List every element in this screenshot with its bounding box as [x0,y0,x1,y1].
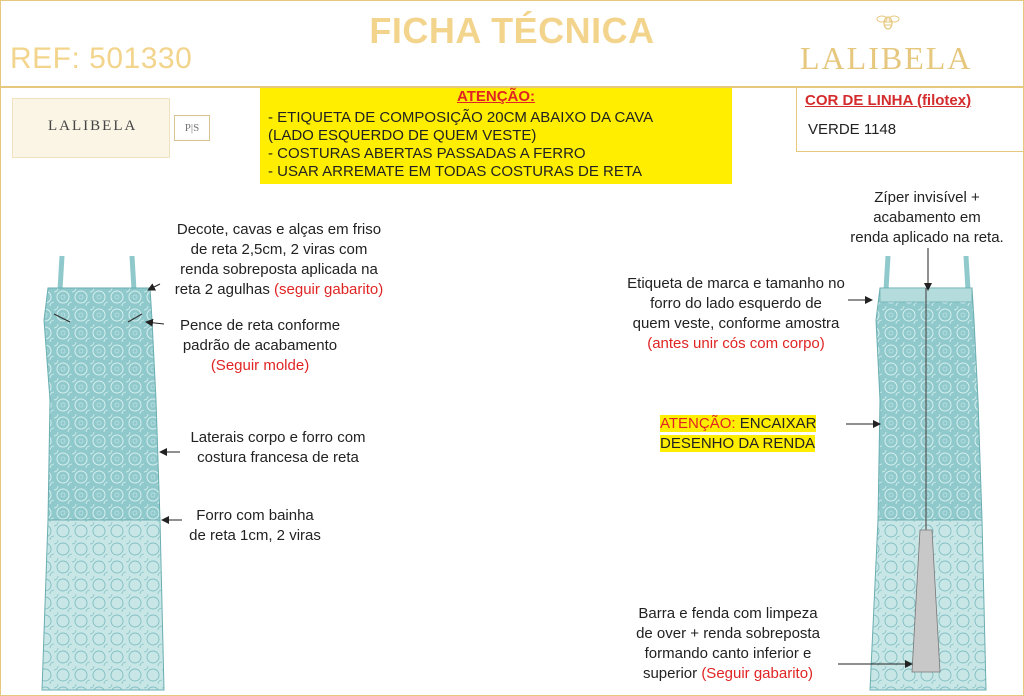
front-dress-drawing [42,256,164,690]
thread-color-label: COR DE LINHA (filotex) [805,92,972,109]
note-line: Forro com bainha [196,507,314,524]
attention-line: - COSTURAS ABERTAS PASSADAS A FERRO [268,145,586,162]
note-text: DESENHO DA RENDA [660,435,816,452]
note-lining [170,506,340,546]
label-logo-brand: LALIBELA [48,118,138,134]
note-zipper [830,188,1024,248]
label-size-tag: P|S [174,115,210,141]
note-line: renda aplicado na reta. [850,229,1004,246]
note-text: superior [642,665,702,682]
note-warning: (Seguir gabarito) [701,665,814,682]
note-line: Decote, cavas e alças em friso [176,221,382,238]
note-label [604,274,868,354]
note-line [660,434,816,454]
note-line: Laterais corpo e forro com [190,429,366,446]
note-line: Zíper invisível + [874,189,980,206]
note-warning: (Seguir molde) [210,357,310,374]
note-line: quem veste, conforme amostra [632,315,840,332]
note-line: costura francesa de reta [197,449,359,466]
note-dart [160,316,360,376]
brand-logo: LALIBELA [800,40,973,76]
attention-line: (LADO ESQUERDO DE QUEM VESTE) [268,127,537,144]
attention-heading: ATENÇÃO: [456,88,536,105]
note-line: padrão de acabamento [182,337,338,354]
note-sides [170,428,386,468]
note-line: renda sobreposta aplicada na [180,261,378,278]
back-dress-drawing [870,256,986,690]
note-line: Etiqueta de marca e tamanho no [627,275,845,292]
note-warning: (seguir gabarito) [274,281,384,298]
note-line: de reta 2,5cm, 2 viras com [190,241,368,258]
attention-line: - USAR ARREMATE EM TODAS COSTURAS DE RETA [268,163,642,180]
note-line [660,414,816,434]
note-hem [612,604,844,684]
note-text: ENCAIXAR [735,415,817,432]
note-warning: ATENÇÃO: [660,415,736,432]
note-warning: (antes unir cós com corpo) [647,335,825,352]
note-neckline [154,220,404,300]
note-line: Barra e fenda com limpeza [638,605,818,622]
attention-line: - ETIQUETA DE COMPOSIÇÃO 20CM ABAIXO DA CAVA [268,109,654,126]
note-line [154,280,404,300]
note-line: formando canto inferior e [644,645,812,662]
note-lace-attention [660,414,816,454]
note-line: Pence de reta conforme [179,317,341,334]
thread-color-value: VERDE 1148 [808,121,897,138]
note-line: de reta 1cm, 2 viras [189,527,321,544]
note-line: acabamento em [873,209,981,226]
page-title: FICHA TÉCNICA [369,10,655,51]
note-text: reta 2 agulhas [174,281,275,298]
note-line: forro do lado esquerdo de [650,295,822,312]
note-line [612,664,844,684]
reference-code: REF: 501330 [10,42,193,75]
note-text [660,415,816,432]
note-line: de over + renda sobreposta [636,625,820,642]
